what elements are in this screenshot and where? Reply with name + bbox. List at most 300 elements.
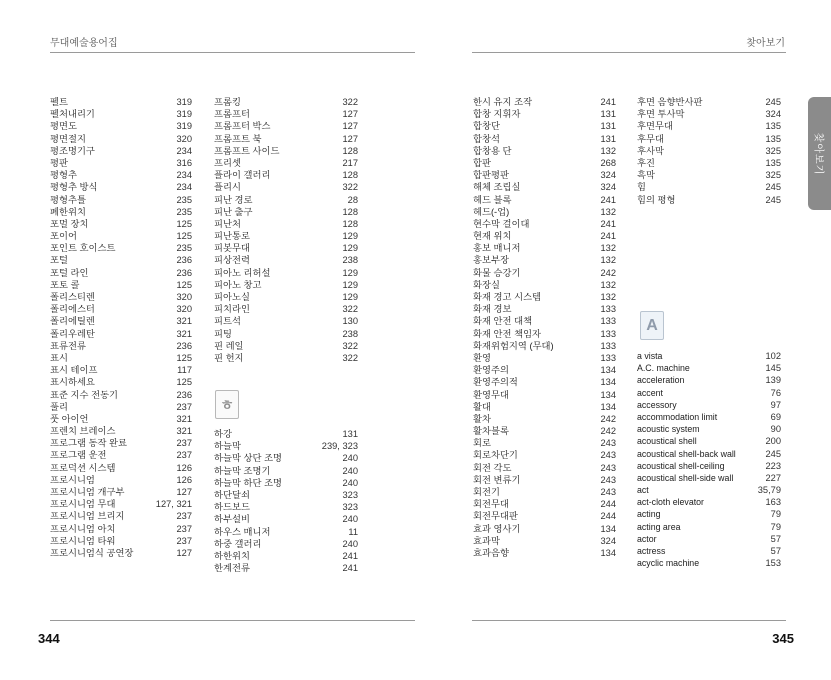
index-page-ref: 127	[342, 109, 358, 120]
index-term: 풀리	[50, 401, 68, 412]
index-entry	[473, 108, 616, 120]
index-term: 합창석	[473, 133, 500, 144]
index-entry	[214, 501, 358, 513]
index-page-ref: 240	[342, 453, 358, 464]
index-page-ref: 217	[342, 157, 358, 168]
index-entry	[214, 315, 358, 327]
index-page-ref: 237	[176, 511, 192, 522]
index-term: 하중 갤러리	[214, 538, 262, 549]
index-term: 후사막	[637, 145, 664, 156]
index-page-ref: 237	[176, 438, 192, 449]
index-term: 풋 아이언	[50, 413, 89, 424]
index-term: act-cloth elevator	[637, 497, 704, 508]
index-term: 핀 레일	[214, 340, 244, 351]
index-term: 평조명기구	[50, 145, 95, 156]
index-entry	[473, 218, 616, 230]
index-page-ref: 242	[600, 267, 616, 278]
index-entry	[473, 242, 616, 254]
index-entry	[214, 328, 358, 340]
index-page-ref: 35,79	[757, 485, 781, 496]
index-term: 화재 안전 대책	[473, 316, 533, 327]
index-term: 한계전류	[214, 563, 250, 574]
index-entry	[473, 96, 616, 108]
index-entry	[50, 413, 192, 425]
index-term: 화물 승강기	[473, 267, 521, 278]
index-page-ref: 240	[342, 514, 358, 525]
index-page-ref: 127, 321	[155, 499, 192, 510]
index-entry	[50, 498, 192, 510]
index-page-ref: 242	[600, 426, 616, 437]
index-entry	[214, 157, 358, 169]
index-term: 피트석	[214, 316, 241, 327]
index-entry	[214, 230, 358, 242]
index-term: 환영주의	[473, 365, 509, 376]
index-page-ref: 237	[176, 523, 192, 534]
index-page-ref: 133	[600, 340, 616, 351]
index-term: 환영무대	[473, 389, 509, 400]
index-entry	[637, 108, 781, 120]
index-term: 화재위험지역 (무대)	[473, 340, 554, 351]
index-page-ref: 241	[600, 194, 616, 205]
index-entry	[473, 474, 616, 486]
index-page-ref: 102	[765, 351, 781, 361]
index-entry	[50, 315, 192, 327]
index-entry	[473, 364, 616, 376]
index-entry	[473, 279, 616, 291]
index-page-ref: 236	[176, 340, 192, 351]
index-entry	[473, 230, 616, 242]
index-page-ref: 235	[176, 194, 192, 205]
index-entry	[473, 547, 616, 559]
index-term: 현재 위치	[473, 231, 512, 242]
index-term: 피아노 창고	[214, 279, 262, 290]
index-entry	[50, 352, 192, 364]
index-term: 프롬프트 북	[214, 133, 262, 144]
index-entry	[50, 437, 192, 449]
index-entry	[637, 484, 781, 496]
index-entry	[214, 562, 358, 574]
index-entry	[637, 533, 781, 545]
index-page-ref: 128	[342, 206, 358, 217]
index-term: 프롬프터 박스	[214, 121, 271, 132]
index-term: 힘의 평형	[637, 194, 676, 205]
section-badge-hangul: ㅎ	[215, 390, 239, 419]
index-entry	[473, 498, 616, 510]
index-term: 하단달쇠	[214, 489, 250, 500]
index-term: accent	[637, 387, 663, 398]
index-entry	[50, 96, 192, 108]
index-term: 프롬프터	[214, 109, 250, 120]
index-page-ref: 11	[348, 526, 358, 537]
index-term: 화재 경보	[473, 304, 512, 315]
index-page-ref: 134	[600, 389, 616, 400]
index-entry	[473, 523, 616, 535]
index-term: acceleration	[637, 375, 685, 386]
index-term: 피아노 리허설	[214, 267, 271, 278]
index-term: 피팅	[214, 328, 232, 339]
index-entry	[50, 279, 192, 291]
index-entry	[50, 291, 192, 303]
index-term: 평면절지	[50, 133, 86, 144]
index-page-ref: 243	[600, 462, 616, 473]
index-page-ref: 79	[770, 509, 781, 520]
index-term: acoustical shell-ceiling	[637, 460, 725, 471]
index-term: 하강	[214, 429, 232, 439]
index-term: 합판	[473, 157, 491, 168]
index-term: 헤드 블록	[473, 194, 512, 205]
index-entry	[50, 145, 192, 157]
index-entry	[473, 254, 616, 266]
index-term: 활차	[473, 413, 491, 424]
index-page-ref: 127	[342, 133, 358, 144]
index-term: 피아노실	[214, 292, 250, 302]
index-entry	[637, 169, 781, 181]
index-entry	[473, 291, 616, 303]
index-term: 합창단	[473, 121, 500, 132]
index-term: 힘	[637, 182, 646, 193]
index-page-ref: 131	[600, 109, 616, 120]
index-page-ref: 321	[176, 328, 192, 339]
index-term: 홍보 매니저	[473, 243, 521, 254]
index-term: 포이어	[50, 231, 77, 242]
index-page-ref: 125	[176, 279, 192, 290]
index-term: 표시하세요	[50, 377, 95, 388]
index-entry	[637, 145, 781, 157]
index-entry	[637, 496, 781, 508]
index-page-ref: 319	[176, 121, 192, 132]
index-entry	[214, 465, 358, 477]
index-entry	[473, 389, 616, 401]
index-term: 프로덕션 시스템	[50, 462, 116, 473]
index-entry	[214, 513, 358, 525]
index-page-ref: 235	[176, 243, 192, 254]
index-page-ref: 133	[600, 316, 616, 327]
index-term: 피상전력	[214, 255, 250, 266]
index-page-ref: 129	[342, 231, 358, 242]
running-header-left: 무대예술용어집	[50, 38, 118, 49]
index-entry	[50, 181, 192, 193]
index-column-1	[50, 96, 192, 559]
index-term: 평형추 방식	[50, 182, 98, 193]
index-page-ref: 244	[600, 511, 616, 522]
index-entry	[637, 194, 781, 206]
index-term: 회전 각도	[473, 462, 512, 473]
index-entry	[473, 328, 616, 340]
index-page-ref: 320	[176, 292, 192, 302]
index-entry	[214, 267, 358, 279]
index-entry	[637, 423, 781, 435]
index-page-ref: 324	[765, 109, 781, 120]
index-entry	[473, 194, 616, 206]
index-entry	[214, 254, 358, 266]
index-entry	[50, 510, 192, 522]
index-term: acoustic system	[637, 424, 700, 435]
index-term: 회전 변류기	[473, 474, 521, 485]
index-entry	[214, 194, 358, 206]
section-side-tab[interactable]	[808, 97, 831, 210]
index-page-ref: 242	[600, 413, 616, 424]
index-term: 펠처내리기	[50, 109, 95, 120]
index-term: 프로시니엄 무대	[50, 499, 116, 510]
index-entry	[637, 120, 781, 132]
index-entry	[473, 133, 616, 145]
index-entry	[214, 145, 358, 157]
index-term: 피난 경로	[214, 194, 253, 205]
index-page-ref: 245	[765, 182, 781, 193]
index-page-ref: 132	[600, 292, 616, 302]
index-page-ref: 324	[600, 535, 616, 546]
index-entry	[637, 557, 781, 569]
header-rule-right	[472, 52, 786, 53]
index-page-ref: 238	[342, 255, 358, 266]
index-column-2-h	[214, 428, 358, 574]
index-page-ref: 134	[600, 365, 616, 376]
index-page-ref: 131	[342, 429, 358, 439]
page-number-left: 344	[38, 631, 60, 646]
index-term: 폴리스티렌	[50, 292, 95, 302]
index-entry	[637, 508, 781, 520]
index-term: 플리시	[214, 182, 241, 193]
index-term: 해체 조립실	[473, 182, 521, 193]
index-page-ref: 243	[600, 487, 616, 497]
index-term: 활차블록	[473, 426, 509, 437]
index-term: 핀 헌지	[214, 352, 244, 363]
index-term: 평판	[50, 157, 68, 168]
index-page-ref: 129	[342, 279, 358, 290]
index-term: 표시	[50, 352, 68, 363]
index-entry	[473, 206, 616, 218]
index-term: 회로차단기	[473, 450, 518, 461]
index-page-ref: 223	[765, 460, 781, 471]
index-entry	[473, 376, 616, 388]
index-entry	[637, 157, 781, 169]
index-term: 흑막	[637, 170, 655, 181]
index-entry	[214, 477, 358, 489]
index-entry	[214, 489, 358, 501]
index-page-ref: 145	[765, 363, 781, 374]
index-term: acting	[637, 509, 661, 520]
running-header-right: 찾아보기	[746, 38, 785, 49]
index-term: 하늘막 하단 조명	[214, 477, 283, 488]
index-entry	[473, 340, 616, 352]
index-term: 포인트 호이스트	[50, 243, 116, 254]
index-term: 후진	[637, 157, 655, 168]
index-page-ref: 153	[765, 558, 781, 569]
index-entry	[473, 157, 616, 169]
index-page-ref: 57	[770, 533, 781, 544]
index-term: 프로시니엄 타워	[50, 535, 116, 546]
index-term: 평형추틀	[50, 194, 86, 205]
index-term: actress	[637, 546, 666, 556]
index-page-ref: 243	[600, 450, 616, 461]
index-term: 합판평판	[473, 170, 509, 181]
index-entry	[473, 145, 616, 157]
index-term: 피난처	[214, 218, 241, 229]
index-page-ref: 319	[176, 109, 192, 120]
index-entry	[50, 425, 192, 437]
index-entry	[214, 428, 358, 440]
index-entry	[50, 303, 192, 315]
index-entry	[473, 413, 616, 425]
index-page-ref: 240	[342, 465, 358, 476]
index-page-ref: 241	[600, 97, 616, 107]
index-page-ref: 322	[342, 340, 358, 351]
index-page-ref: 126	[176, 474, 192, 485]
index-entry	[214, 526, 358, 538]
index-entry	[50, 364, 192, 376]
index-term: 하늘막	[214, 441, 241, 452]
index-page-ref: 128	[342, 170, 358, 181]
index-page-ref: 325	[765, 170, 781, 181]
index-term: 프롬프트 사이드	[214, 145, 280, 156]
index-page-ref: 135	[765, 157, 781, 168]
index-term: 화재 경고 시스템	[473, 292, 542, 302]
section-badge-alpha: A	[640, 311, 664, 340]
index-term: 하드보드	[214, 502, 250, 513]
index-page-ref: 125	[176, 231, 192, 242]
index-entry	[214, 181, 358, 193]
index-page-ref: 241	[342, 550, 358, 561]
index-column-4-english	[637, 350, 781, 569]
index-term: 효과음향	[473, 547, 509, 558]
index-term: 활대	[473, 401, 491, 412]
index-entry	[473, 315, 616, 327]
index-page-ref: 128	[342, 218, 358, 229]
index-page-ref: 132	[600, 145, 616, 156]
index-page-ref: 241	[600, 218, 616, 229]
index-page-ref: 79	[770, 521, 781, 532]
index-page-ref: 316	[176, 157, 192, 168]
index-entry	[473, 425, 616, 437]
index-page-ref: 235	[176, 206, 192, 217]
index-page-ref: 125	[176, 377, 192, 388]
index-term: 프렌치 브레이스	[50, 426, 116, 437]
index-entry	[50, 157, 192, 169]
index-page-ref: 324	[600, 182, 616, 193]
index-page-ref: 125	[176, 218, 192, 229]
index-page-ref: 129	[342, 292, 358, 302]
index-page-ref: 132	[600, 279, 616, 290]
index-entry	[473, 267, 616, 279]
index-term: 후면무대	[637, 121, 673, 132]
index-entry	[637, 472, 781, 484]
index-term: 피난 출구	[214, 206, 253, 217]
index-term: accommodation limit	[637, 411, 718, 422]
index-term: A.C. machine	[637, 363, 690, 374]
index-term: 합창 지휘자	[473, 109, 521, 120]
index-page-ref: 134	[600, 547, 616, 558]
index-entry	[637, 545, 781, 557]
index-term: 프로그램 동작 완료	[50, 438, 128, 449]
index-entry	[214, 291, 358, 303]
index-page-ref: 127	[176, 547, 192, 558]
index-page-ref: 69	[770, 411, 781, 422]
index-page-ref: 76	[770, 387, 781, 398]
index-column-3	[473, 96, 616, 559]
index-page-ref: 133	[600, 352, 616, 363]
index-entry	[637, 387, 781, 399]
index-page-ref: 236	[176, 255, 192, 266]
index-entry	[473, 437, 616, 449]
index-page-ref: 234	[176, 170, 192, 181]
index-page-ref: 133	[600, 328, 616, 339]
index-term: accessory	[637, 399, 677, 410]
index-entry	[214, 550, 358, 562]
index-page-ref: 132	[600, 255, 616, 266]
index-entry	[214, 340, 358, 352]
index-entry	[473, 535, 616, 547]
index-term: 헤드(-업)	[473, 206, 510, 217]
index-term: 합창용 단	[473, 145, 512, 156]
index-entry	[50, 474, 192, 486]
index-term: 프로그램 운전	[50, 450, 107, 461]
index-entry	[50, 389, 192, 401]
index-term: 평형추	[50, 170, 77, 181]
index-page-ref: 227	[765, 472, 781, 483]
index-entry	[214, 440, 358, 452]
index-page-ref: 321	[176, 426, 192, 437]
index-page-ref: 130	[342, 316, 358, 327]
index-term: 프로시니엄	[50, 474, 95, 485]
index-term: 프로시니엄 개구부	[50, 487, 125, 497]
index-term: 표준 지수 전동기	[50, 389, 119, 400]
index-page-ref: 135	[765, 121, 781, 132]
index-page-ref: 237	[176, 450, 192, 461]
index-page-ref: 324	[600, 170, 616, 181]
index-page-ref: 237	[176, 535, 192, 546]
index-entry	[50, 462, 192, 474]
index-page-ref: 243	[600, 474, 616, 485]
index-entry	[50, 267, 192, 279]
index-term: 하늘막 상단 조명	[214, 453, 283, 464]
index-term: 표류전류	[50, 340, 86, 351]
index-page-ref: 129	[342, 243, 358, 254]
index-term: 폐한위치	[50, 206, 86, 217]
index-entry	[50, 486, 192, 498]
index-term: 표시 테이프	[50, 365, 98, 376]
index-entry	[50, 194, 192, 206]
index-term: 하늘막 조명기	[214, 465, 271, 476]
index-page-ref: 243	[600, 438, 616, 449]
index-term: 회전무대	[473, 499, 509, 510]
index-entry	[637, 460, 781, 472]
index-entry	[637, 96, 781, 108]
index-entry	[637, 411, 781, 423]
index-entry	[637, 399, 781, 411]
header-rule-left	[50, 52, 415, 53]
index-entry	[637, 350, 781, 362]
index-term: 프로시니엄식 공연장	[50, 547, 134, 558]
index-entry	[214, 452, 358, 464]
index-page-ref: 244	[600, 499, 616, 510]
index-term: 효과 영사기	[473, 523, 521, 534]
index-term: act	[637, 485, 649, 496]
index-term: 평면도	[50, 121, 77, 132]
index-term: 프롬킹	[214, 97, 241, 107]
footer-rule-left	[50, 620, 415, 621]
index-term: 환영주의적	[473, 377, 518, 388]
index-entry	[50, 218, 192, 230]
index-entry	[473, 462, 616, 474]
index-term: 하한위치	[214, 550, 250, 561]
index-entry	[50, 169, 192, 181]
index-entry	[214, 96, 358, 108]
index-entry	[473, 120, 616, 132]
index-term: 폴리우레탄	[50, 328, 95, 339]
index-page-ref: 134	[600, 377, 616, 388]
index-page-ref: 57	[770, 546, 781, 556]
page-number-right: 345	[772, 631, 794, 646]
